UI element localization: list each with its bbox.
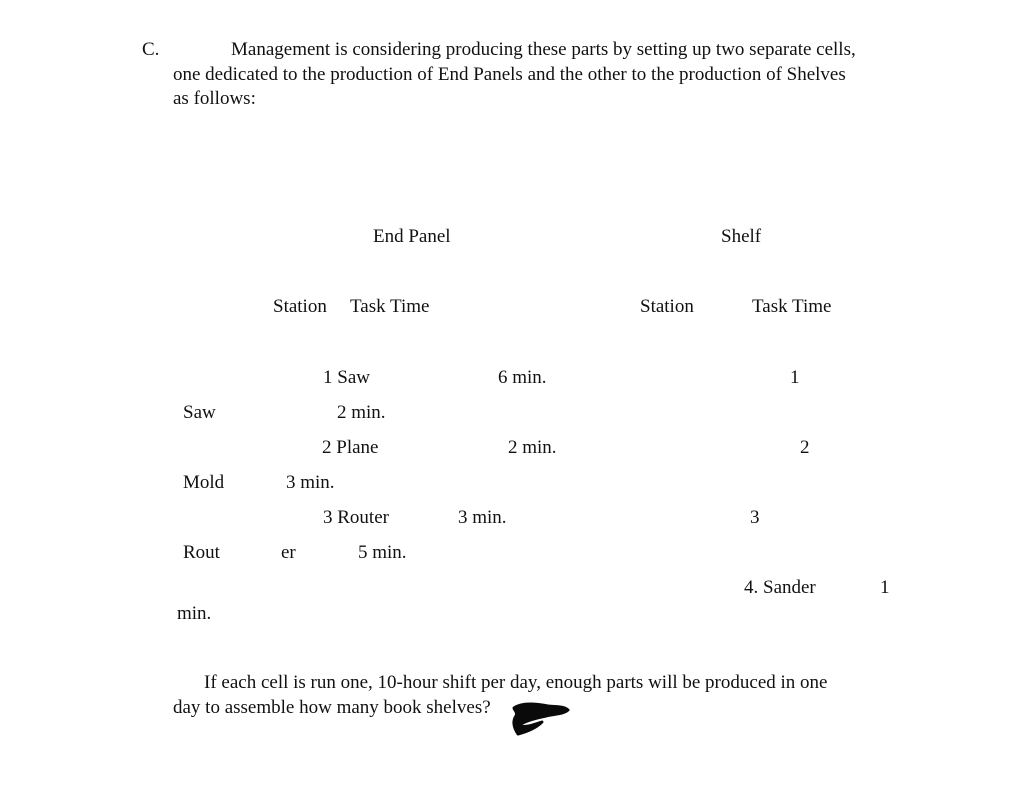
shelf-row1-time: 2 min. <box>337 402 386 423</box>
end-panel-row1-task: 1 Saw <box>323 367 370 388</box>
shelf-row3-task-part2: er <box>281 542 296 563</box>
intro-line-2: one dedicated to the production of End Panels and the other to the production of Shelves <box>173 64 846 85</box>
intro-line-1: Management is considering producing these parts by setting up two separate cells, <box>231 39 856 60</box>
shelf-row3-time: 5 min. <box>358 542 407 563</box>
shelf-row2-task: Mold <box>183 472 225 493</box>
end-panel-row3-task: 3 Router <box>323 507 389 528</box>
closing-line-1: If each cell is run one, 10-hour shift per day, enough parts will be produced in one <box>204 672 828 693</box>
question-label: C. <box>142 39 160 60</box>
ink-scribble-mark <box>508 698 572 738</box>
shelf-station-header: Station <box>640 296 694 317</box>
shelf-row1-task: Saw <box>183 402 216 423</box>
end-panel-task-time-header: Task Time <box>350 296 430 317</box>
shelf-row1-station: 1 <box>790 367 800 388</box>
end-panel-row3-time: 3 min. <box>458 507 507 528</box>
shelf-row4-task: 4. Sander <box>744 577 816 598</box>
shelf-task-time-header: Task Time <box>752 296 832 317</box>
end-panel-row2-time: 2 min. <box>508 437 557 458</box>
shelf-row4-time-part1: 1 <box>880 577 890 598</box>
shelf-row2-station: 2 <box>800 437 810 458</box>
end-panel-row2-task: 2 Plane <box>322 437 379 458</box>
shelf-row4-time-part2: min. <box>177 603 212 624</box>
shelf-row3-task-part1: Rout <box>183 542 220 563</box>
shelf-heading: Shelf <box>721 226 762 247</box>
closing-line-2: day to assemble how many book shelves? <box>173 697 491 718</box>
end-panel-heading: End Panel <box>373 226 451 247</box>
end-panel-row1-time: 6 min. <box>498 367 547 388</box>
shelf-row2-time: 3 min. <box>286 472 335 493</box>
end-panel-station-header: Station <box>273 296 327 317</box>
shelf-row3-station: 3 <box>750 507 760 528</box>
intro-line-3: as follows: <box>173 88 256 109</box>
